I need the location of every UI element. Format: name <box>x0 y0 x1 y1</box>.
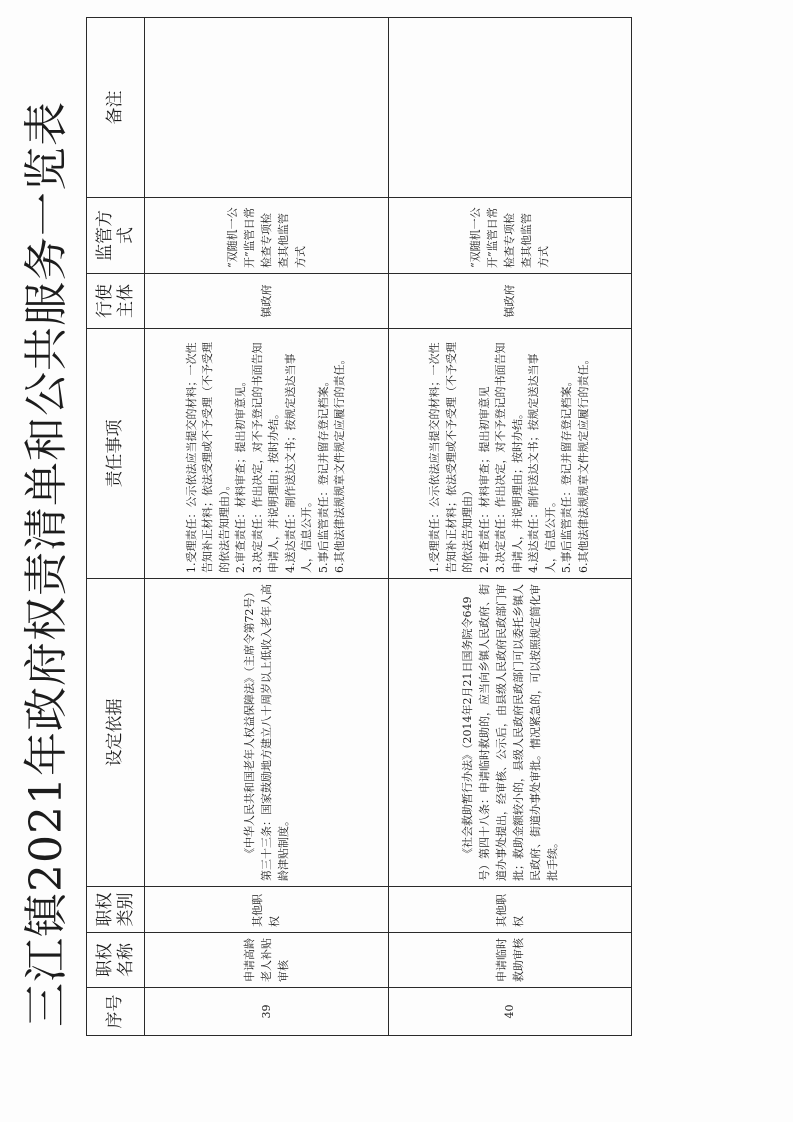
row-category: 其他职权 <box>388 887 632 933</box>
row-duties <box>388 329 632 579</box>
table-row <box>388 18 632 1036</box>
header-duties: 责任事项 <box>87 329 145 579</box>
duty-item: 4.送达责任：制作送达文书；按规定送达当事人，信息公开。 <box>527 353 557 573</box>
duty-item: 1.受理责任：公示依法应当提交的材料；一次性告知补正材料；依法受理或不予受理（不予受理的依法告知理由） <box>428 342 475 573</box>
duty-item: 5.事后监管责任：登记并留存登记档案。 <box>316 375 330 573</box>
header-name: 职权名称 <box>87 933 145 988</box>
row-basis: 《中华人民共和国老年人权益保障法》（主席令第72号）第三十三条：国家鼓励地方建立八十周岁以上低收入老年人高龄津贴制度。 <box>145 579 389 887</box>
table-header-row <box>87 18 145 1036</box>
duty-item: 2.审查责任：材料审查；提出初审意见。 <box>234 375 248 573</box>
row-basis: 《社会救助暂行办法》（2014年2月21日国务院令649号）第四十八条：申请临时救助的，应当向乡镇人民政府、街道办事处提出，经审核、公示后，由县级人民政府民政部门审批；救助金额较小的，县级人民政府民政部门可以委托乡镇人民政府、街道办事处审批。情况紧急的，可以按照规定简化审批手续。 <box>388 579 632 887</box>
row-name: 申请高龄老人补贴审核 <box>145 933 389 988</box>
row-remarks <box>388 18 632 198</box>
duty-item: 4.送达责任：制作送达文书；按规定送达当事人，信息公开。 <box>283 353 314 573</box>
duty-item: 2.审查责任：材料审查；提出初审意见 <box>477 386 491 573</box>
document-title: 三江镇2021年政府权责清单和公共服务一览表 <box>21 101 72 1027</box>
responsibility-table <box>86 17 632 1036</box>
header-supervision: 监管方式 <box>87 198 145 274</box>
row-subject: 镇政府 <box>145 274 389 329</box>
duty-item: 3.决定责任：作出决定，对不予登记的书面告知申请人，并说明理由；按时办结。 <box>250 342 281 573</box>
row-serial: 39 <box>145 988 389 1036</box>
header-basis: 设定依据 <box>87 579 145 887</box>
row-category: 其他职权 <box>145 887 389 933</box>
duty-item: 1.受理责任：公示依法应当提交的材料；一次性告知补正材料；依法受理或不予受理（不予受理的依法告知理由）。 <box>184 342 231 573</box>
duty-item: 6.其他法律法规规章文件规定应履行的责任。 <box>576 353 590 573</box>
duty-item: 6.其他法律法规规章文件规定应履行的责任。 <box>333 353 347 573</box>
row-supervision: “双随机一公开”监管日常检查专项检查其他监管方式 <box>145 198 389 274</box>
row-serial: 40 <box>388 988 632 1036</box>
header-category: 职权类别 <box>87 887 145 933</box>
row-subject: 镇政府 <box>388 274 632 329</box>
duty-item: 3.决定责任：作出决定，对不予登记的书面告知申请人，并说明理由；按时办结。 <box>494 342 524 573</box>
row-duties <box>145 329 389 579</box>
row-remarks <box>145 18 389 198</box>
header-remarks: 备注 <box>87 18 145 198</box>
header-serial: 序号 <box>87 988 145 1036</box>
row-name: 申请临时救助审核 <box>388 933 632 988</box>
duty-item: 5.事后监管责任：登记并留存登记档案。 <box>560 375 574 573</box>
header-subject: 行使主体 <box>87 274 145 329</box>
table-row <box>145 18 389 1036</box>
row-supervision: “双随机一公开”监管日常检查专项检查其他监管方式 <box>388 198 632 274</box>
